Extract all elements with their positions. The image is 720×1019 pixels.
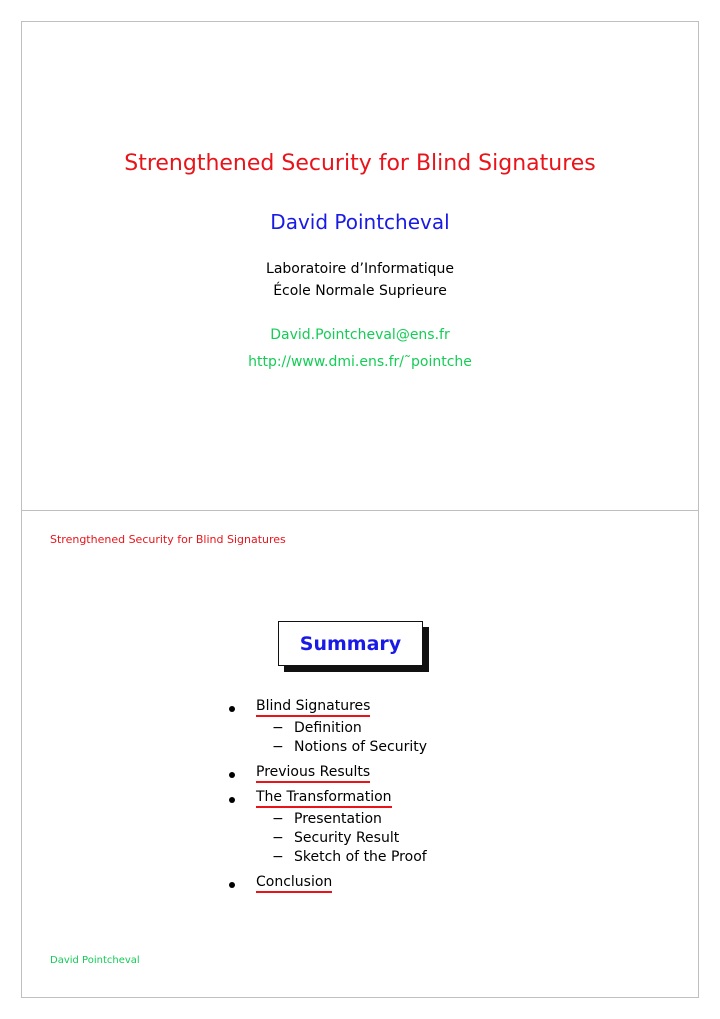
affiliation-line-1: Laboratoire d’Informatique (266, 261, 454, 277)
outline-item-previous-results (256, 764, 370, 783)
slide-header: Strengthened Security for Blind Signatures (50, 533, 286, 546)
slide-footer: David Pointcheval (50, 955, 140, 966)
outline-item-blind-signatures (256, 698, 370, 717)
bullet-icon (229, 882, 235, 888)
outline-subitem: Definition (294, 720, 362, 736)
outline-item-label: Conclusion (256, 874, 332, 893)
outline-item-label: Blind Signatures (256, 698, 370, 717)
affiliation-line-2: École Normale Suprieure (273, 283, 447, 299)
author-name: David Pointcheval (270, 210, 450, 234)
slide-title: Strengthened Security for Blind Signatures (124, 151, 596, 176)
bullet-icon (229, 706, 235, 712)
bullet-icon (229, 797, 235, 803)
dash-icon: − (272, 849, 284, 865)
summary-title-box (278, 621, 423, 666)
dash-icon: − (272, 811, 284, 827)
outline-subitem: Presentation (294, 811, 382, 827)
outline-item-label: The Transformation (256, 789, 392, 808)
summary-slide (21, 510, 699, 998)
author-url: http://www.dmi.ens.fr/˜pointche (248, 354, 472, 370)
outline-subitem: Notions of Security (294, 739, 428, 755)
outline-item-the-transformation (256, 789, 392, 808)
summary-title: Summary (299, 632, 402, 655)
dash-icon: − (272, 720, 284, 736)
bullet-icon (229, 772, 235, 778)
outline-subitem: Sketch of the Proof (294, 849, 427, 865)
outline-item-conclusion (256, 874, 332, 893)
title-slide (21, 21, 699, 511)
dash-icon: − (272, 830, 284, 846)
author-email: David.Pointcheval@ens.fr (270, 327, 450, 343)
outline-subitem: Security Result (294, 830, 400, 846)
dash-icon: − (272, 739, 284, 755)
outline-item-label: Previous Results (256, 764, 370, 783)
